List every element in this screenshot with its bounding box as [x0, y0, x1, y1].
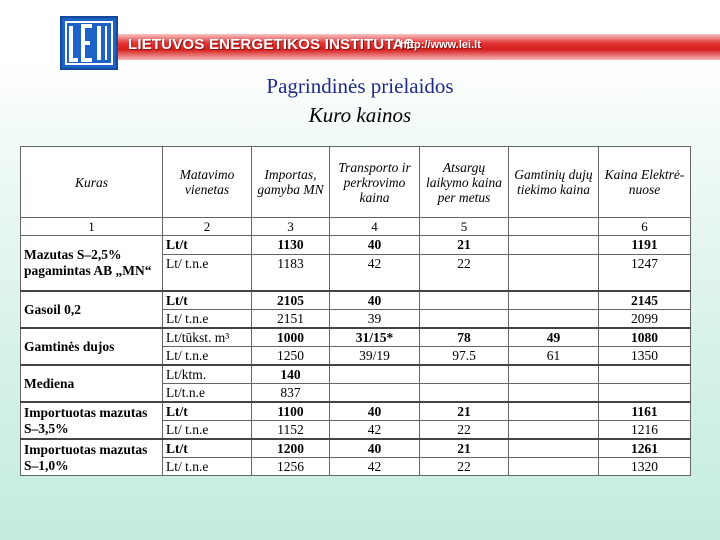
gas-supply-cell: 61 — [509, 347, 599, 366]
unit-cell: Lt/t — [163, 402, 252, 421]
gas-supply-cell — [509, 421, 599, 440]
page-title: Pagrindinės prielaidos — [266, 74, 454, 98]
unit-cell: Lt/t — [163, 236, 252, 255]
price-cell: 1350 — [599, 347, 691, 366]
gas-supply-cell — [509, 254, 599, 291]
column-header: Transporto ir perkrovimo kaina — [330, 147, 420, 218]
import-cell: 837 — [252, 384, 330, 403]
storage-cell: 22 — [420, 254, 509, 291]
unit-cell: Lt/t — [163, 291, 252, 310]
column-number — [509, 218, 599, 236]
column-number: 1 — [21, 218, 163, 236]
transport-cell: 42 — [330, 458, 420, 476]
column-header: Matavimo vienetas — [163, 147, 252, 218]
price-cell: 1320 — [599, 458, 691, 476]
storage-cell: 21 — [420, 402, 509, 421]
import-cell: 140 — [252, 365, 330, 384]
table-row — [21, 291, 691, 310]
column-number: 6 — [599, 218, 691, 236]
storage-cell: 97.5 — [420, 347, 509, 366]
unit-cell: Lt/ t.n.e — [163, 254, 252, 291]
column-header: Gamtinių dujų tiekimo kaina — [509, 147, 599, 218]
institute-url[interactable]: http://www.lei.lt — [400, 39, 481, 51]
import-cell: 1256 — [252, 458, 330, 476]
transport-cell — [330, 384, 420, 403]
transport-cell: 42 — [330, 421, 420, 440]
column-number: 2 — [163, 218, 252, 236]
storage-cell: 21 — [420, 236, 509, 255]
column-number: 4 — [330, 218, 420, 236]
import-cell: 1000 — [252, 328, 330, 347]
fuel-name: Gasoil 0,2 — [21, 291, 163, 328]
column-header: Kuras — [21, 147, 163, 218]
transport-cell: 40 — [330, 402, 420, 421]
import-cell: 1100 — [252, 402, 330, 421]
price-cell: 1247 — [599, 254, 691, 291]
unit-cell: Lt/t.n.e — [163, 384, 252, 403]
unit-cell: Lt/ t.n.e — [163, 458, 252, 476]
column-header: Atsargų laikymo kaina per metus — [420, 147, 509, 218]
storage-cell: 78 — [420, 328, 509, 347]
transport-cell: 42 — [330, 254, 420, 291]
gas-supply-cell — [509, 384, 599, 403]
unit-cell: Lt/ t.n.e — [163, 347, 252, 366]
import-cell: 1152 — [252, 421, 330, 440]
table-header-row — [21, 147, 691, 218]
import-cell: 1130 — [252, 236, 330, 255]
header — [0, 0, 720, 72]
fuel-name: Mazutas S–2,5% pagamintas AB „MN“ — [21, 236, 163, 292]
price-cell: 2145 — [599, 291, 691, 310]
column-header: Kaina Elektrė-nuose — [599, 147, 691, 218]
transport-cell: 40 — [330, 439, 420, 458]
column-number: 3 — [252, 218, 330, 236]
unit-cell: Lt/ t.n.e — [163, 310, 252, 329]
transport-cell — [330, 365, 420, 384]
gas-supply-cell — [509, 439, 599, 458]
import-cell: 1250 — [252, 347, 330, 366]
gas-supply-cell — [509, 402, 599, 421]
storage-cell — [420, 365, 509, 384]
storage-cell: 22 — [420, 421, 509, 440]
unit-cell: Lt/tūkst. m³ — [163, 328, 252, 347]
price-cell — [599, 384, 691, 403]
gas-supply-cell: 49 — [509, 328, 599, 347]
column-number-row — [21, 218, 691, 236]
price-cell — [599, 365, 691, 384]
table-row — [21, 328, 691, 347]
storage-cell: 21 — [420, 439, 509, 458]
column-header: Importas, gamyba MN — [252, 147, 330, 218]
column-number: 5 — [420, 218, 509, 236]
price-cell: 1080 — [599, 328, 691, 347]
gas-supply-cell — [509, 365, 599, 384]
table-row — [21, 365, 691, 384]
price-cell: 2099 — [599, 310, 691, 329]
fuel-name: Importuotas mazutas S–3,5% — [21, 402, 163, 439]
price-cell: 1261 — [599, 439, 691, 458]
gas-supply-cell — [509, 291, 599, 310]
unit-cell: Lt/t — [163, 439, 252, 458]
gas-supply-cell — [509, 236, 599, 255]
fuel-price-table — [20, 146, 691, 476]
institute-name: LIETUVOS ENERGETIKOS INSTITUTAS — [128, 36, 414, 53]
page-subtitle: Kuro kainos — [308, 103, 412, 127]
transport-cell: 39/19 — [330, 347, 420, 366]
storage-cell: 22 — [420, 458, 509, 476]
table-row — [21, 236, 691, 255]
table-row — [21, 402, 691, 421]
price-cell: 1216 — [599, 421, 691, 440]
import-cell: 1200 — [252, 439, 330, 458]
fuel-name: Mediena — [21, 365, 163, 402]
storage-cell — [420, 384, 509, 403]
unit-cell: Lt/ t.n.e — [163, 421, 252, 440]
storage-cell — [420, 291, 509, 310]
price-cell: 1191 — [599, 236, 691, 255]
gas-supply-cell — [509, 458, 599, 476]
storage-cell — [420, 310, 509, 329]
fuel-name: Gamtinės dujos — [21, 328, 163, 365]
transport-cell: 40 — [330, 236, 420, 255]
import-cell: 2151 — [252, 310, 330, 329]
gas-supply-cell — [509, 310, 599, 329]
fuel-name: Importuotas mazutas S–1,0% — [21, 439, 163, 476]
unit-cell: Lt/ktm. — [163, 365, 252, 384]
table-row — [21, 439, 691, 458]
transport-cell: 40 — [330, 291, 420, 310]
import-cell: 1183 — [252, 254, 330, 291]
import-cell: 2105 — [252, 291, 330, 310]
price-cell: 1161 — [599, 402, 691, 421]
transport-cell: 31/15* — [330, 328, 420, 347]
transport-cell: 39 — [330, 310, 420, 329]
lei-logo — [60, 16, 118, 70]
